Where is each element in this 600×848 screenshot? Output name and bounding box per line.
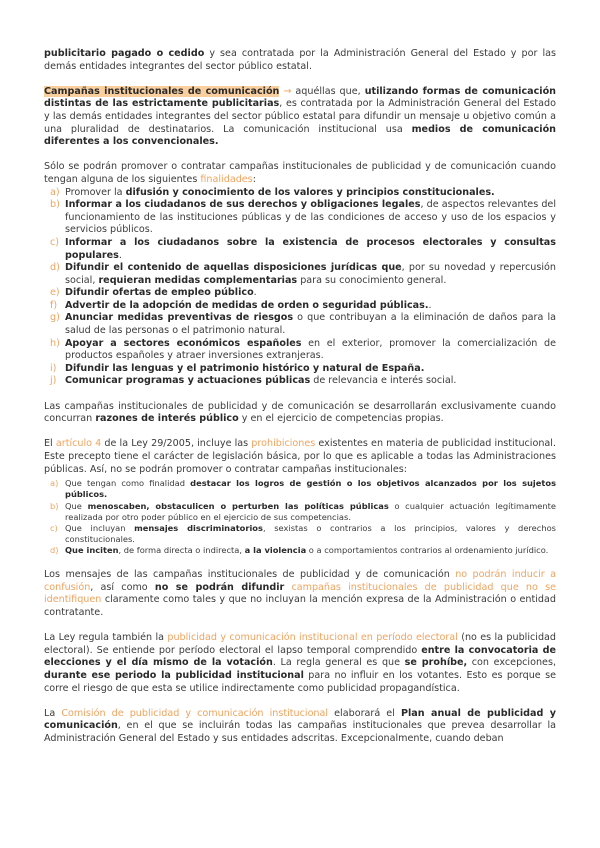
text: La <box>44 707 62 719</box>
list-letter: b) <box>50 199 60 211</box>
paragraph-periodo-electoral <box>44 632 556 695</box>
text: de la Ley 29/2005, incluye las <box>101 438 252 450</box>
bold-text: medios de comunicación diferentes a los convencionales. <box>44 123 556 148</box>
bold-text: Advertir de la adopción de medidas de orden o seguridad públicas. <box>65 299 429 311</box>
list-letter: g) <box>50 312 60 324</box>
paragraph-articulo-4 <box>44 438 556 476</box>
list-item <box>44 478 556 500</box>
text: El <box>44 438 56 450</box>
text: y en el ejercicio de competencias propias. <box>238 413 444 425</box>
list-letter: d) <box>50 262 60 274</box>
text: aquéllas que, <box>295 85 365 97</box>
list-letter: c) <box>50 236 60 248</box>
text: (no es la publicidad electoral). Se entiende por período electoral el lapso temporal comprendido <box>44 632 556 656</box>
bold-text: requieran medidas complementarias <box>98 274 298 286</box>
text: , de aspectos relevantes del funcionamiento de las instituciones públicas y de las condiciones de acceso y uso de los espacios y servicios públicos. <box>65 199 556 236</box>
paragraph-mensajes <box>44 569 556 619</box>
bold-text: utilizando formas de comunicación distintas de las estrictamente publicitarias <box>44 85 556 110</box>
paragraph-interes-publico <box>44 401 556 426</box>
orange-term: Comisión de publicidad y comunicación institucional <box>61 707 329 719</box>
text: . <box>253 287 257 299</box>
bold-text: Difundir las lenguas y el patrimonio histórico y natural de España. <box>65 362 425 374</box>
text: , en el que se incluirán todas las campañas institucionales que prevea desarrollar la Administración General del Estado y sus entidades adscritas. Excepcionalmente, cuando deban <box>44 720 556 744</box>
list-item <box>44 312 556 337</box>
paragraph-gap <box>44 695 556 708</box>
bold-text: Comunicar programas y actuaciones públicas <box>65 375 311 387</box>
bold-text: Informar a los ciudadanos sobre la existencia de procesos electorales y consultas populares <box>65 236 556 261</box>
list-letter: f) <box>50 299 58 311</box>
list-letter: i) <box>50 362 57 374</box>
text: Los mensajes de las campañas institucionales de publicidad y de comunicación <box>44 569 456 581</box>
bold-text: Plan anual de publicidad y comunicación <box>44 707 556 732</box>
bold-text: Difundir ofertas de empleo público <box>65 287 254 299</box>
text: . <box>428 299 432 311</box>
paragraph-gap <box>44 557 556 570</box>
text: La Ley regula también la <box>44 632 168 644</box>
text: , así como <box>90 581 155 593</box>
bold-text: Apoyar a sectores económicos españoles <box>65 337 302 349</box>
orange-term: campañas institucionales de publicidad que no se identifiquen <box>44 581 556 606</box>
text: para su conocimiento general. <box>297 274 447 286</box>
bold-text: menoscaben, obstaculicen o perturben las políticas públicas <box>87 500 389 511</box>
bold-text: Difundir el contenido de aquellas disposiciones jurídicas que <box>65 262 402 274</box>
text: y sea contratada por la Administración General del Estado y por las demás entidades integrantes del sector público estatal. <box>44 48 556 72</box>
bold-text: se prohíbe, <box>404 657 468 669</box>
list-letter: d) <box>50 545 59 556</box>
text: de relevancia e interés social. <box>310 375 457 387</box>
paragraph-gap <box>44 149 556 162</box>
arrow-icon: → <box>279 85 296 97</box>
list-item <box>44 523 556 545</box>
bold-text: publicitario pagado o cedido <box>44 48 205 59</box>
paragraph-gap <box>44 620 556 633</box>
list-letter: b) <box>50 500 59 511</box>
text: Que <box>65 500 88 511</box>
list-letter: j) <box>50 375 57 387</box>
orange-term: prohibiciones <box>251 438 316 450</box>
list-item <box>44 545 556 556</box>
list-item <box>44 237 556 262</box>
text: , es contratada por la Administración General del Estado y las demás entidades integrantes del sector público estatal para difundir un mensaje u objetivo común a una pluralidad de destinatarios. La comunicación institucional usa <box>44 98 556 135</box>
list-item <box>44 262 556 287</box>
bold-text: difusión y conocimiento de los valores y principios constitucionales. <box>125 186 495 198</box>
list-letter: a) <box>50 186 60 198</box>
text: existentes en materia de publicidad institucional. Este precepto tiene el carácter de legislación básica, por lo que es aplicable a todas las Administraciones públicas. Así, no se podrán promover o contratar campañas institucionales: <box>44 438 557 475</box>
text: Promover la <box>65 186 126 198</box>
text: o que contribuyan a la eliminación de daños para la salud de las personas o el patrimonio natural. <box>65 312 556 337</box>
text: o a comportamientos contrarios al ordenamiento jurídico. <box>306 545 549 556</box>
text: con excepciones, <box>467 657 556 669</box>
text: Que tengan como finalidad <box>65 478 191 489</box>
list-item <box>44 363 556 376</box>
list-item <box>44 501 556 523</box>
list-item <box>44 338 556 363</box>
text: Sólo se podrán promover o contratar campañas institucionales de publicidad y de comunicación cuando tengan alguna de los siguientes <box>44 161 556 185</box>
text: claramente como tales y que no incluyan la mención expresa de la Administración o entidad contratante. <box>44 594 556 618</box>
bold-text: razones de interés público <box>95 413 239 425</box>
list-item <box>44 187 556 200</box>
orange-term: artículo 4 <box>55 438 102 450</box>
text: Las campañas institucionales de publicidad y de comunicación se desarrollarán exclusivamente cuando concurran <box>44 400 556 425</box>
bold-text: Anunciar medidas preventivas de riesgos <box>65 312 294 324</box>
list-letter: c) <box>50 523 58 533</box>
text: . La regla general es que <box>272 657 405 669</box>
prohibiciones-list <box>44 478 556 556</box>
paragraph-comision <box>44 708 556 746</box>
orange-term: finalidades <box>200 173 253 185</box>
text: : <box>252 173 256 185</box>
text: o cualquier actuación legítimamente realizada por otro poder público en el ejercicio de sus competencias. <box>65 500 556 522</box>
list-item <box>44 199 556 237</box>
text: para no influir en los votantes. Esto es porque se corre el riesgo de que esta se utilice indirectamente como publicidad propagandística. <box>44 669 557 694</box>
paragraph-gap <box>44 426 556 439</box>
list-item <box>44 300 556 313</box>
list-item <box>44 375 556 388</box>
bold-text: entre la convocatoria de elecciones y el día mismo de la votación <box>44 644 556 669</box>
bold-text: destacar los logros de gestión o los objetivos alcanzados por los sujetos públicos. <box>65 478 557 500</box>
paragraph-gap <box>44 388 556 401</box>
text: , sexistas o contrarios a los principios, valores y derechos constitucionales. <box>65 523 556 545</box>
list-item <box>44 287 556 300</box>
text: . <box>118 249 122 261</box>
list-letter: a) <box>50 478 59 489</box>
text: Que incluyan <box>65 523 135 533</box>
text: elaborará el <box>328 707 401 719</box>
bold-text: mensajes discriminatorios <box>134 523 263 533</box>
paragraph-finalidades-intro <box>44 161 556 186</box>
bold-text: Que inciten <box>65 545 119 556</box>
orange-term: no podrán inducir a confusión <box>44 569 556 593</box>
highlighted-term: Campañas institucionales de comunicación <box>44 85 280 97</box>
text: en el exterior, promover la comercialización de productos españoles y atraer inversiones extranjeras. <box>65 337 557 362</box>
paragraph-campanas-comunicacion <box>44 86 556 149</box>
list-letter: e) <box>50 287 60 299</box>
bold-text: durante ese periodo la publicidad institucional <box>44 669 304 681</box>
paragraph-gap <box>44 73 556 86</box>
list-letter: h) <box>50 337 60 349</box>
bold-text: a la violencia <box>244 545 307 556</box>
bold-text: Informar a los ciudadanos de sus derechos y obligaciones legales <box>65 199 421 211</box>
text: , de forma directa o indirecta, <box>118 545 245 556</box>
bold-text: no se podrán difundir <box>154 581 285 593</box>
paragraph-publicidad-definition <box>44 48 556 73</box>
finalidades-list <box>44 187 556 389</box>
text: , por su novedad y repercusión social, <box>65 262 556 286</box>
orange-term: publicidad y comunicación institucional en período electoral <box>167 632 458 644</box>
